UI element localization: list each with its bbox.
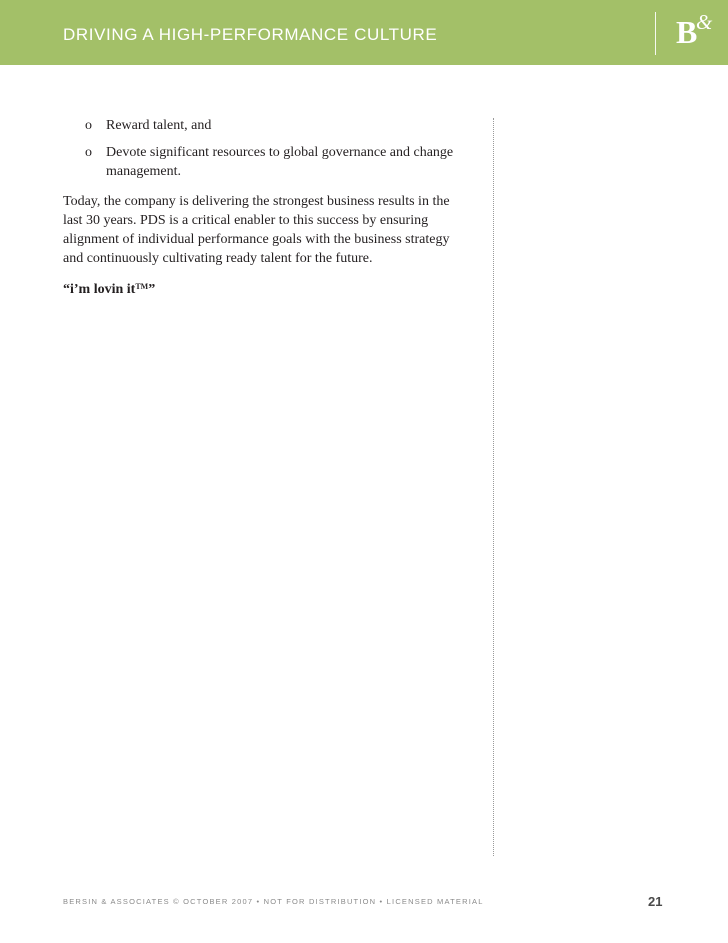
bersin-logo [676, 10, 724, 54]
logo-b: B [676, 14, 698, 50]
header-title: DRIVING A HIGH-PERFORMANCE CULTURE [63, 25, 438, 44]
page-number: 21 [648, 894, 663, 909]
body-content [63, 116, 463, 299]
header-divider [655, 12, 656, 55]
bullet-item [63, 143, 463, 181]
bullet-item [63, 116, 463, 135]
bullet-text: Devote significant resources to global governance and change management. [106, 145, 454, 179]
bullet-marker: o [85, 145, 92, 160]
logo-ampersand: & [696, 10, 713, 34]
bullet-text: Reward talent, and [106, 118, 212, 133]
page-header [0, 0, 728, 65]
bullet-marker: o [85, 118, 92, 133]
slogan-quote [63, 277, 463, 299]
sidebar-dotted-rule [493, 118, 494, 856]
slogan-close-quote: ” [148, 282, 156, 297]
trademark-mark: TM [135, 282, 149, 291]
footer-text: BERSIN & ASSOCIATES © OCTOBER 2007 • NOT FOR DISTRIBUTION • LICENSED MATERIAL [63, 897, 484, 906]
slogan-text: “i’m lovin it [63, 282, 136, 297]
body-paragraph: Today, the company is delivering the strongest business results in the last 30 years. PDS is a critical enabler to this success by ensuring alignment of individual performance goals with the business strategy and continuously cultivating ready talent for the future. [63, 194, 450, 266]
